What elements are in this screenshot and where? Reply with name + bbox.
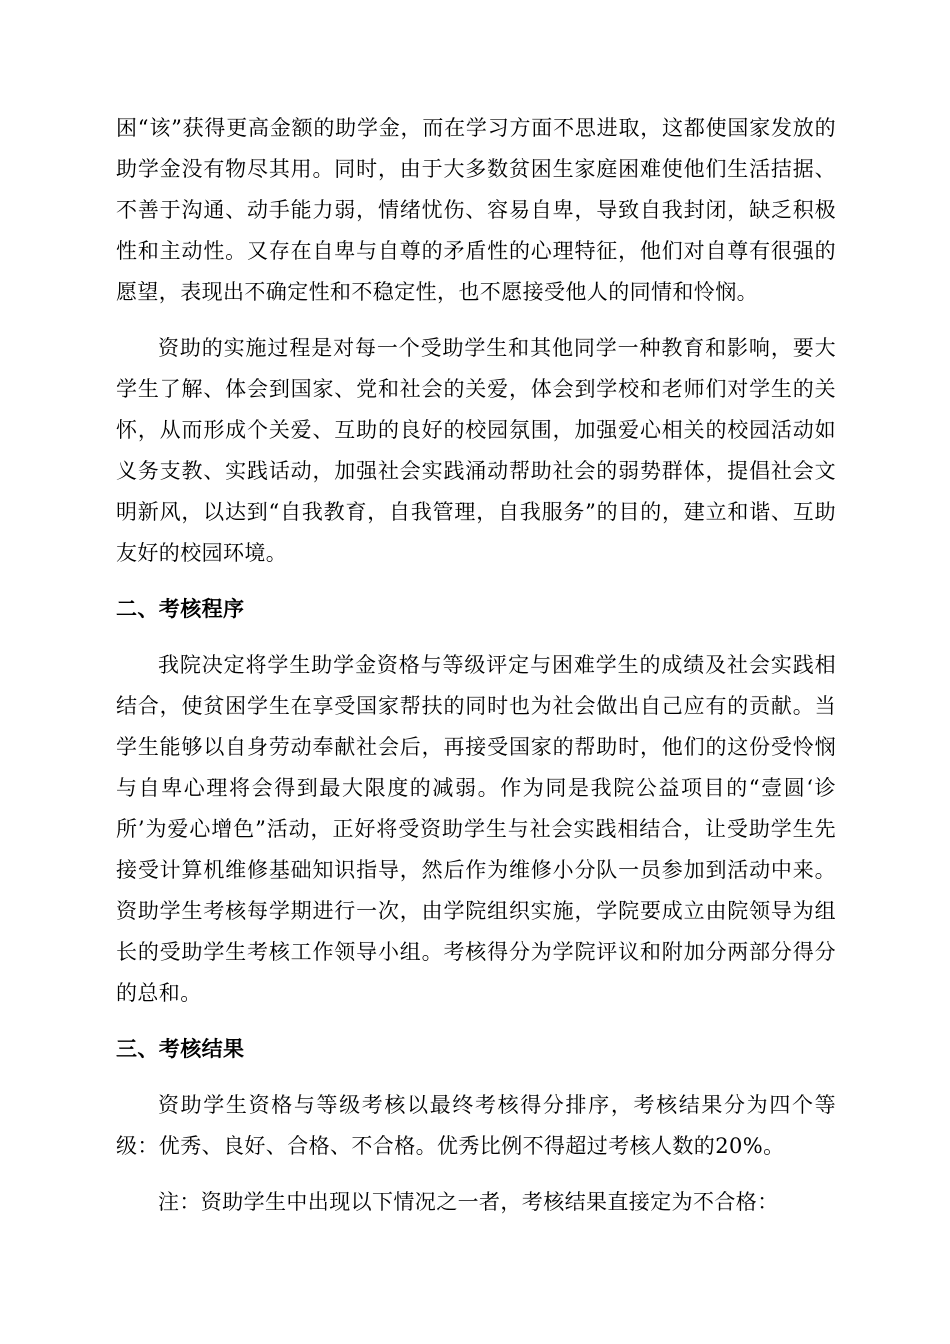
paragraph-assessment-result: 资助学生资格与等级考核以最终考核得分排序，考核结果分为四个等级：优秀、良好、合格、不合格。优秀比例不得超过考核人数的20%。 xyxy=(116,1093,836,1158)
section-heading-assessment-result: 三、考核结果 xyxy=(116,1037,245,1061)
section-heading-assessment-procedure: 二、考核程序 xyxy=(116,597,245,621)
document-page xyxy=(116,108,836,1223)
paragraph-note: 注：资助学生中出现以下情况之一者，考核结果直接定为不合格： xyxy=(158,1190,779,1214)
paragraph-student-psychology: 困“该”获得更高金额的助学金，而在学习方面不思进取，这都使国家发放的助学金没有物尽其用。同时，由于大多数贫困生家庭困难使他们生活拮据、不善于沟通、动手能力弱，情绪忧伤、容易自卑，导致自我封闭，缺乏积极性和主动性。又存在自卑与自尊的矛盾性的心理特征，他们对自尊有很强的愿望，表现出不确定性和不稳定性，也不愿接受他人的同情和怜悯。 xyxy=(116,116,836,304)
paragraph-assessment-procedure: 我院决定将学生助学金资格与等级评定与困难学生的成绩及社会实践相结合，使贫困学生在享受国家帮扶的同时也为社会做出自己应有的贡献。当学生能够以自身劳动奉献社会后，再接受国家的帮助时，他们的这份受怜悯与自卑心理将会得到最大限度的减弱。作为同是我院公益项目的“壹圆‘诊所’为爱心增色”活动，正好将受资助学生与社会实践相结合，让受助学生先接受计算机维修基础知识指导，然后作为维修小分队一员参加到活动中来。资助学生考核每学期进行一次，由学院组织实施，学院要成立由院领导为组长的受助学生考核工作领导小组。考核得分为学院评议和附加分两部分得分的总和。 xyxy=(116,653,836,1005)
paragraph-aid-education: 资助的实施过程是对每一个受助学生和其他同学一种教育和影响，要大学生了解、体会到国家、党和社会的关爱，体会到学校和老师们对学生的关怀，从而形成个关爱、互助的良好的校园氛围，加强爱心相关的校园活动如义务支教、实践话动，加强社会实践涌动帮助社会的弱势群体，提倡社会文明新风，以达到“自我教育，自我管理，自我服务”的目的，建立和谐、互助友好的校园环境。 xyxy=(116,336,836,565)
